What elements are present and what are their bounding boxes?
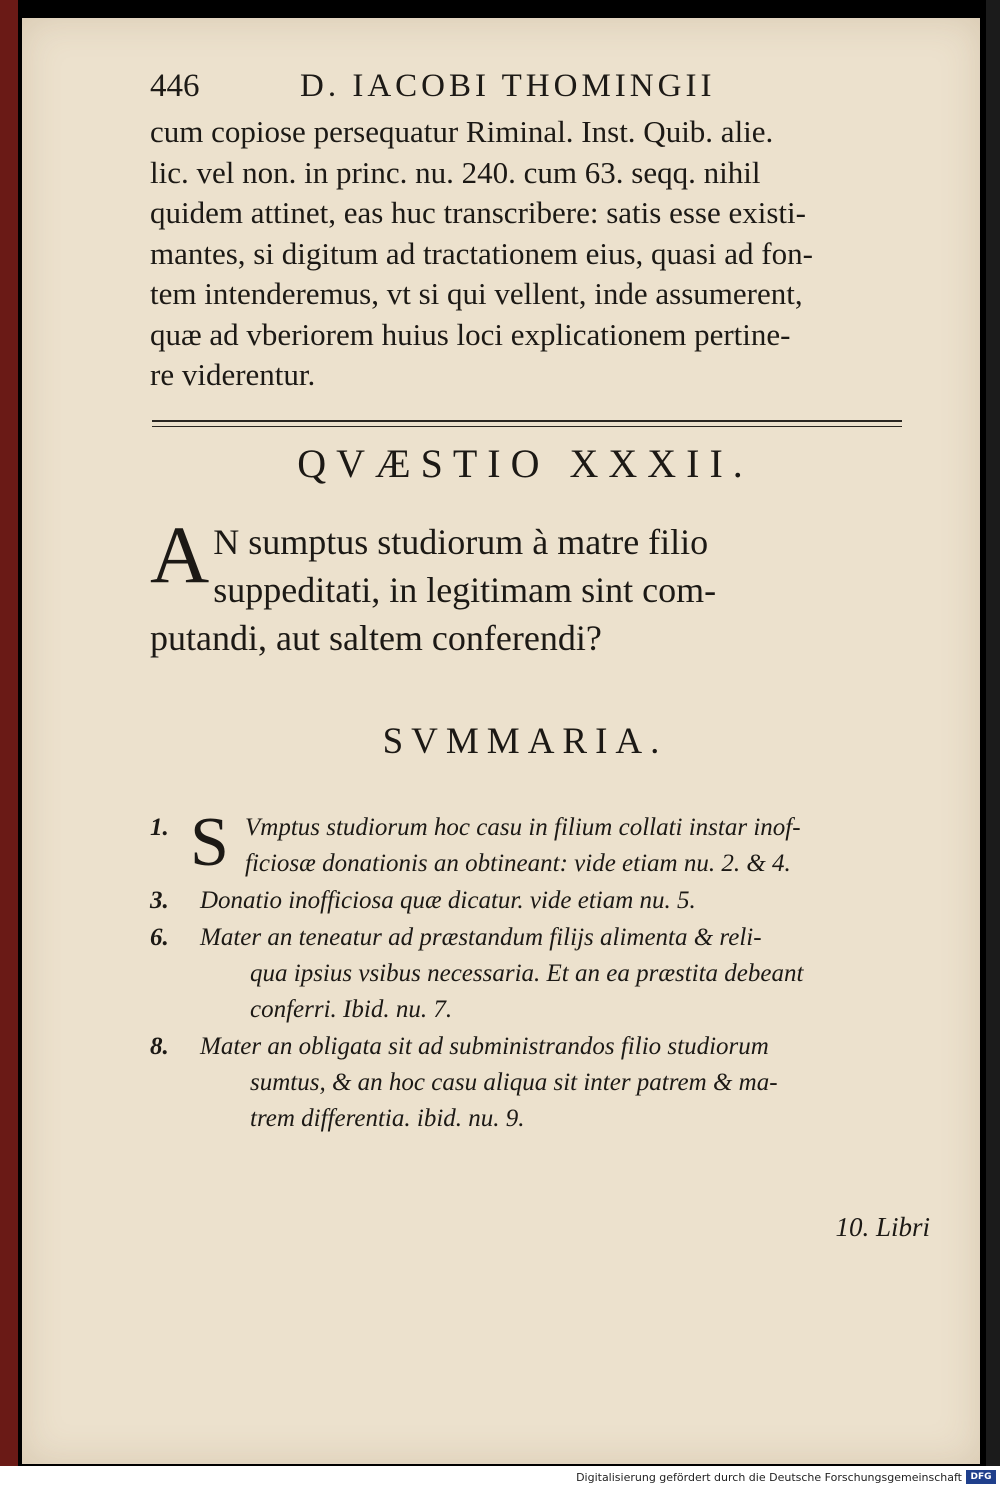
- summaria-entry: [150, 920, 940, 1028]
- section-rule-top: [152, 420, 902, 422]
- text-line: re viderentur.: [150, 357, 316, 392]
- entry-line: sumtus, & an hoc casu aliqua sit inter patrem & ma-: [250, 1069, 778, 1096]
- question-dropcap: A: [150, 509, 210, 600]
- continuation-text: [150, 112, 930, 396]
- book-binding-right: [986, 0, 1000, 1466]
- summaria-title: SVMMARIA.: [382, 721, 668, 762]
- entry-line: ficiosæ donationis an obtineant: vide etiam nu. 2. & 4.: [245, 850, 791, 877]
- digitization-footer: [0, 1466, 1000, 1489]
- page-number: 446: [150, 68, 200, 104]
- entry-line: Mater an obligata sit ad subministrandos filio studiorum: [200, 1033, 769, 1060]
- entry-number: 3.: [150, 887, 169, 914]
- book-binding-left: [0, 0, 18, 1466]
- running-head: [150, 68, 810, 105]
- question-text: [150, 509, 940, 662]
- entry-line: conferri. Ibid. nu. 7.: [250, 996, 453, 1023]
- text-line: cum copiose persequatur Riminal. Inst. Quib. alie.: [150, 114, 774, 149]
- entry-number: 1.: [150, 814, 169, 841]
- entry-line: trem differentia. ibid. nu. 9.: [250, 1105, 525, 1132]
- summaria-list: [150, 804, 940, 1138]
- running-title: D. IACOBI THOMINGII: [300, 68, 716, 104]
- catchword: 10. Libri: [835, 1212, 930, 1242]
- entry-dropcap: S: [190, 804, 229, 881]
- text-line: quæ ad vberiorem huius loci explicationem pertine-: [150, 316, 791, 352]
- summaria-entry: [150, 883, 940, 919]
- text-line: tem intenderemus, vt si qui vellent, inde assumerent,: [150, 276, 803, 311]
- summaria-entry: [150, 804, 940, 882]
- text-line: lic. vel non. in princ. nu. 240. cum 63. seqq. nihil: [150, 154, 761, 190]
- entry-line: Mater an teneatur ad præstandum filijs alimenta & reli-: [200, 924, 762, 951]
- summaria-entry: [150, 1029, 940, 1137]
- entry-number: 6.: [150, 924, 169, 951]
- entry-line: Vmptus studiorum hoc casu in filium collati instar inof-: [245, 814, 801, 841]
- entry-line: Donatio inofficiosa quæ dicatur. vide etiam nu. 5.: [200, 887, 696, 914]
- footer-text: Digitalisierung gefördert durch die Deutsche Forschungsgemeinschaft: [576, 1471, 962, 1484]
- text-line: mantes, si digitum ad tractationem eius, quasi ad fon-: [150, 235, 813, 271]
- section-rule-bottom: [152, 426, 902, 427]
- question-line: suppeditati, in legitimam sint com-: [213, 570, 717, 610]
- text-line: quidem attinet, eas huc transcribere: satis esse existi-: [150, 195, 806, 230]
- entry-line: qua ipsius vsibus necessaria. Et an ea præstita debeant: [250, 960, 804, 987]
- dfg-logo-icon: DFG: [966, 1470, 996, 1484]
- question-line: putandi, aut saltem conferendi?: [150, 618, 602, 658]
- question-title: QVÆSTIO XXXII.: [297, 441, 753, 486]
- question-line: N sumptus studiorum à matre filio: [213, 522, 709, 562]
- entry-number: 8.: [150, 1033, 169, 1060]
